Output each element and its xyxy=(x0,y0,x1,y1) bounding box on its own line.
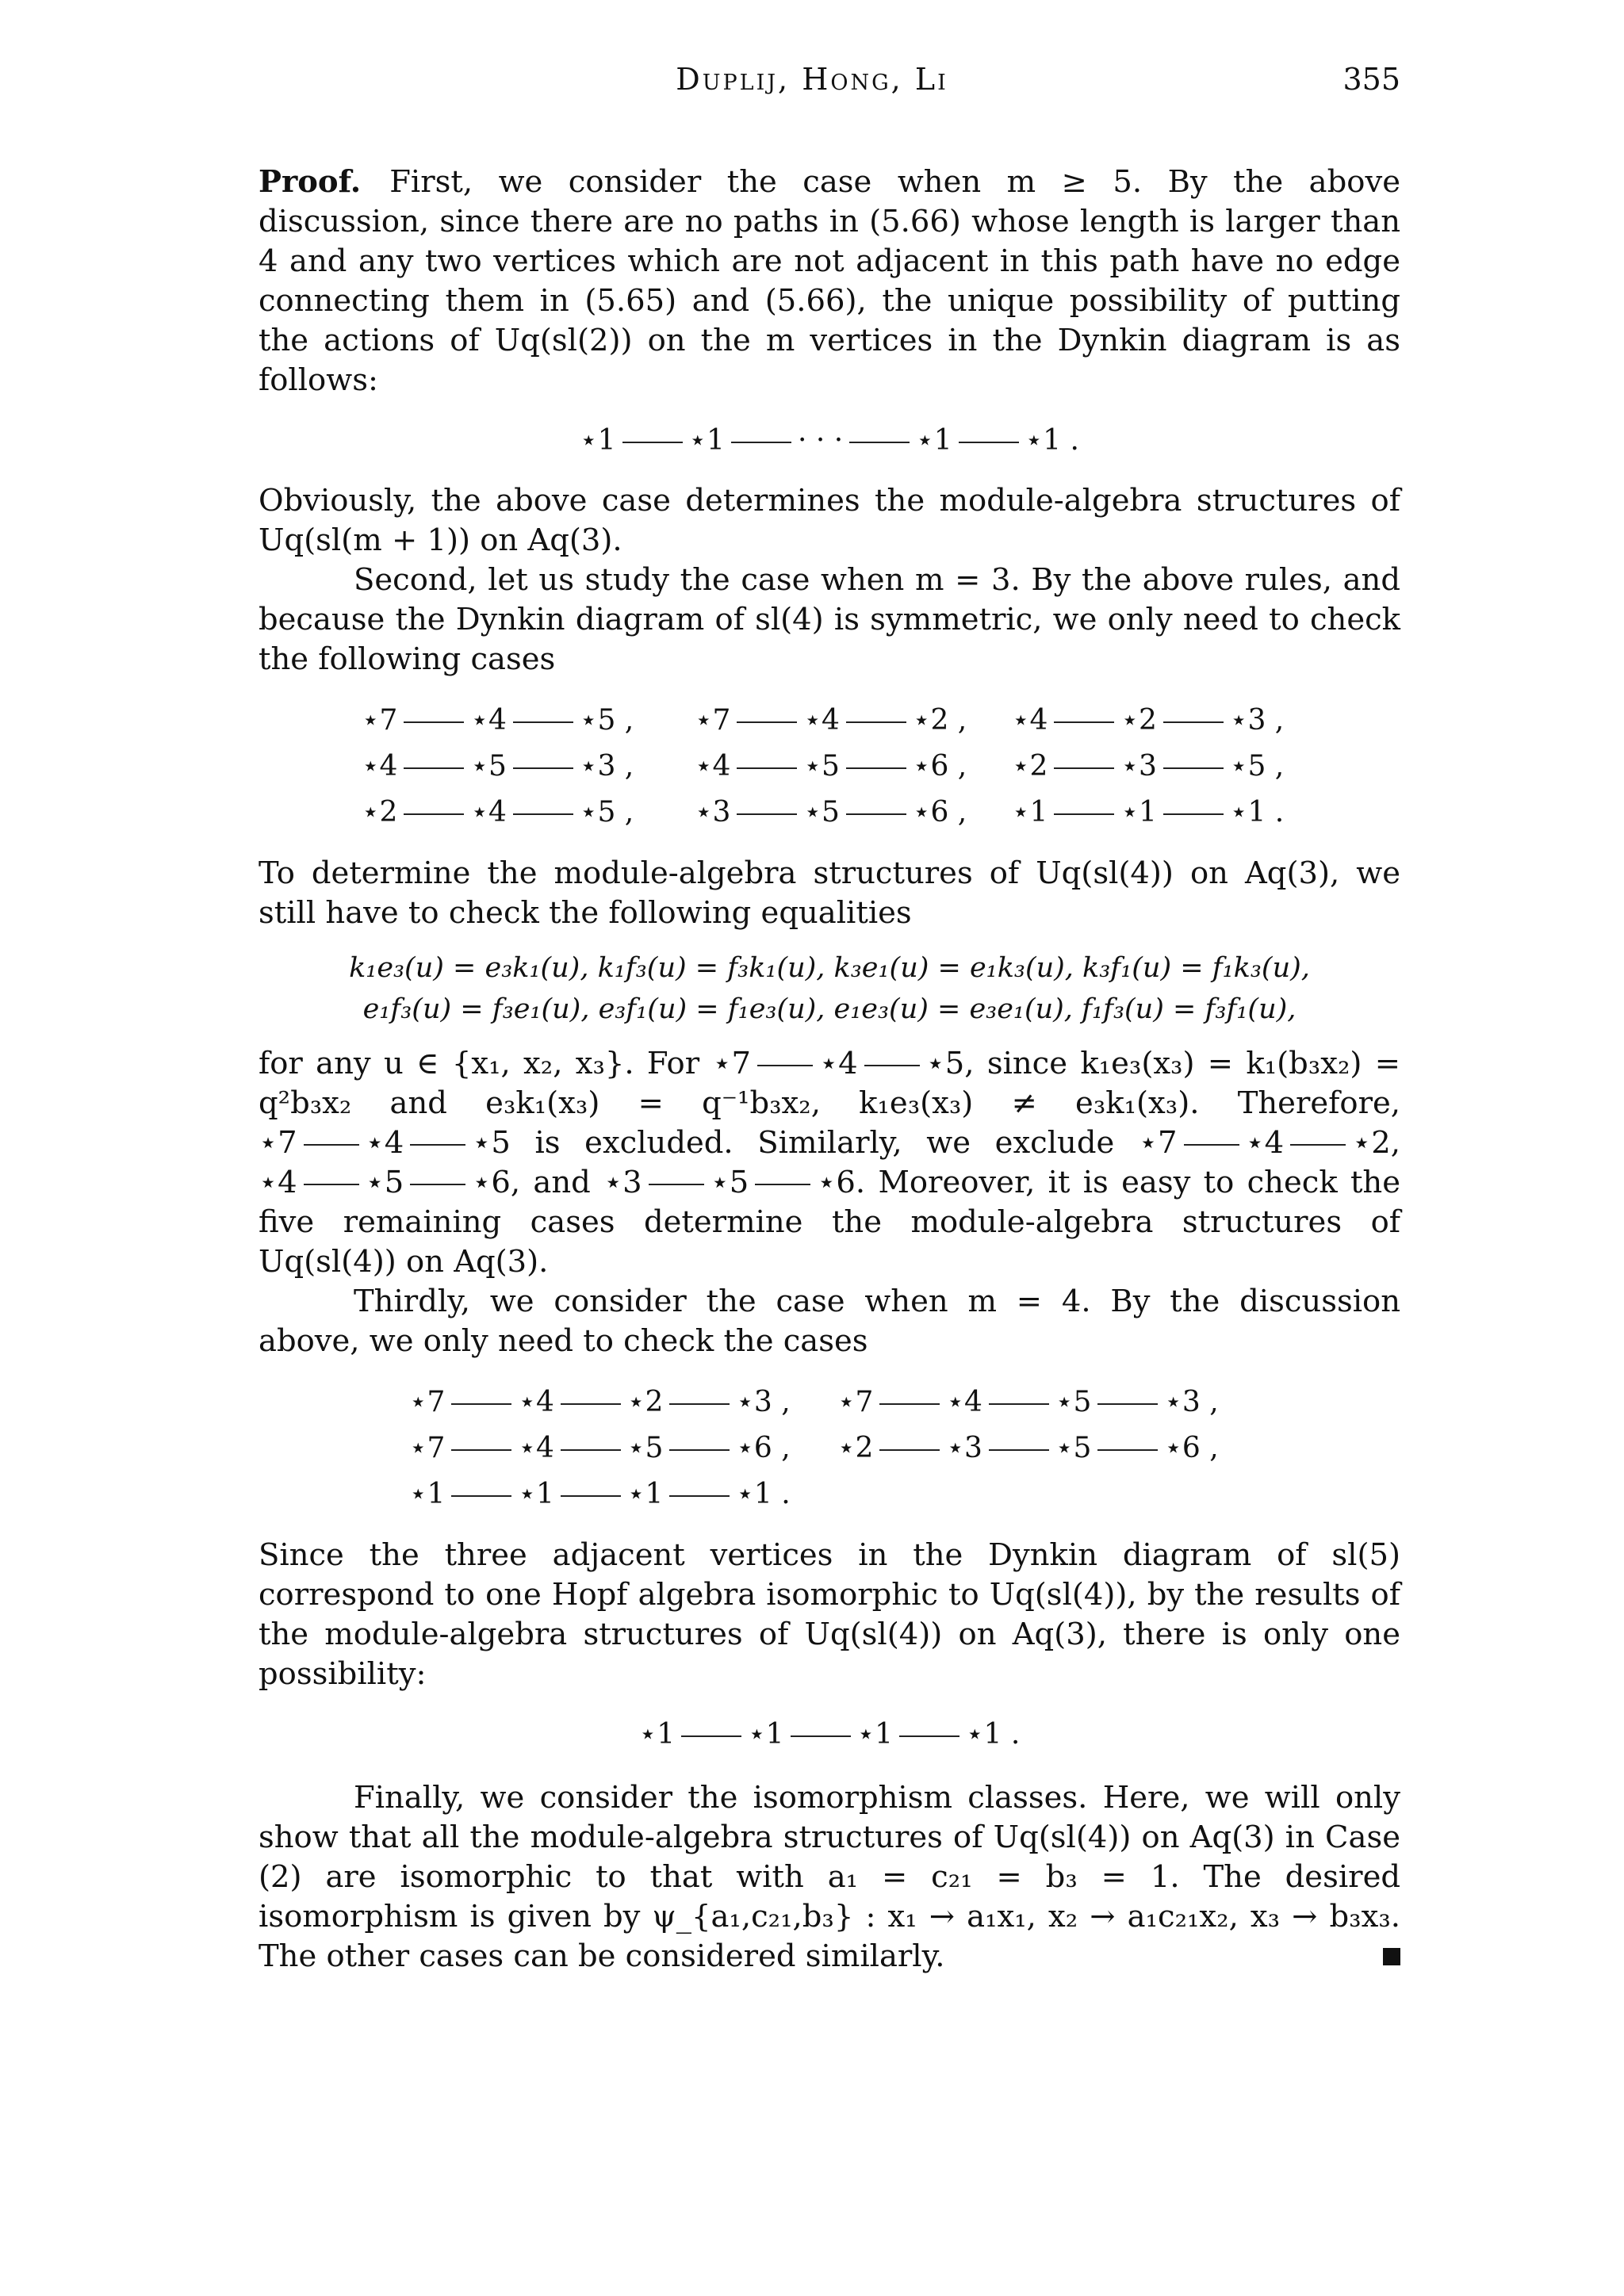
inline-chain: ⋆4 ⋆5 ⋆6 xyxy=(259,1165,511,1200)
proof-paragraph-7: Since the three adjacent vertices in the Dynkin diagram of sl(5) correspond to one Hopf algebra isomorphic to Uq(sl(4)), by the results of the module-algebra structures of Uq(sl(4)) on Aq(3), there is only one possibility: xyxy=(259,1537,1400,1692)
equality-line-2: e₁f₃(u) = f₃e₁(u), e₃f₁(u) = f₁e₃(u), e₁e₃(u) = e₃e₁(u), f₁f₃(u) = f₃f₁(u), xyxy=(362,993,1297,1025)
equality-line-1: k₁e₃(u) = e₃k₁(u), k₁f₃(u) = f₃k₁(u), k₃e₁(u) = e₁k₃(u), k₃f₁(u) = f₁k₃(u), xyxy=(349,952,1310,984)
vertex: ⋆1 xyxy=(688,424,725,457)
case-chain: ⋆4 ⋆2 ⋆3 , xyxy=(1012,704,1285,737)
dynkin-display-1 xyxy=(259,421,1400,461)
ellipsis: · · · xyxy=(797,424,844,457)
inline-chain: ⋆7 ⋆4 ⋆2 xyxy=(1138,1125,1391,1161)
inline-chain: ⋆3 ⋆5 ⋆6 xyxy=(603,1165,856,1200)
running-head: Duplij, Hong, Li xyxy=(676,62,948,97)
page-header xyxy=(0,62,1624,109)
case-chain: ⋆7 ⋆4 ⋆2 ⋆3 , xyxy=(409,1386,791,1418)
dynkin-chain-general xyxy=(580,424,1079,457)
proof-paragraph-2: Obviously, the above case determines the module-algebra structures of Uq(sl(m + 1)) on Aq(3). xyxy=(259,483,1400,558)
case-chain: ⋆3 ⋆5 ⋆6 , xyxy=(695,796,967,828)
case-chain: ⋆7 ⋆4 ⋆5 , xyxy=(362,704,634,737)
proof-paragraph-4: To determine the module-algebra structures of Uq(sl(4)) on Aq(3), we still have to check the following equalities xyxy=(259,855,1400,931)
case-chain: ⋆2 ⋆3 ⋆5 ⋆6 , xyxy=(837,1432,1219,1464)
case-chain: ⋆4 ⋆5 ⋆3 , xyxy=(362,750,634,783)
case-chain: ⋆7 ⋆4 ⋆2 , xyxy=(695,704,967,737)
proof-paragraph-1 xyxy=(259,163,1400,400)
case-chain: ⋆7 ⋆4 ⋆5 ⋆3 , xyxy=(837,1386,1219,1418)
proof-paragraph-3: Second, let us study the case when m = 3. By the above rules, and because the Dynkin diagram of sl(4) is symmetric, we only need to check the following cases xyxy=(259,562,1400,677)
case-chain: ⋆1 ⋆1 ⋆1 ⋆1 . xyxy=(409,1478,791,1510)
proof-label: Proof. xyxy=(259,164,362,200)
dynkin-display-2 xyxy=(259,1715,1400,1755)
qed-square-icon xyxy=(1383,1948,1400,1965)
edge xyxy=(849,442,910,443)
proof-paragraph-6: Thirdly, we consider the case when m = 4. By the discussion above, we only need to check the cases xyxy=(259,1284,1400,1359)
equalities-block xyxy=(259,947,1400,1030)
cases-m3-grid xyxy=(259,702,1400,832)
edge xyxy=(731,442,791,443)
vertex: ⋆1 xyxy=(916,424,952,457)
case-chain: ⋆2 ⋆3 ⋆5 , xyxy=(1012,750,1285,783)
page-number: 355 xyxy=(1342,62,1400,97)
cases-m4-grid xyxy=(259,1383,1400,1513)
vertex: ⋆1 . xyxy=(1025,424,1079,457)
edge xyxy=(622,442,683,443)
proof-paragraph-8: Finally, we consider the isomorphism classes. Here, we will only show that all the module-algebra structures of Uq(sl(4)) on Aq(3) in Case (2) are isomorphic to that with a₁ = c₂₁ = b₃ = 1. The desired isomorphism is given by ψ_{a₁,c₂₁,b₃} : x₁ → a₁x₁, x₂ → a₁c₂₁x₂, x₃ → b₃x₃. The other cases can be considered similarly. xyxy=(259,1780,1400,1974)
proof-paragraph-5: for any u ∈ {x₁, x₂, x₃}. For ⋆7 ⋆4 ⋆5, since k₁e₃(x₃) = k₁(b₃x₂) = q²b₃x₂ and e₃k₁(x₃) = q⁻¹b₃x₂, k₁e₃(x₃) ≠ e₃k₁(x₃). Therefore, ⋆7 ⋆4 ⋆5 is excluded. Similarly, we exclude ⋆7 ⋆4 ⋆2, ⋆4 ⋆5 ⋆6, and ⋆3 ⋆5 ⋆6. Moreover, it is easy to check the five remaining cases determine the module-algebra structures of Uq(sl(4)) on Aq(3). xyxy=(259,1046,1400,1280)
proof-text-1: First, we consider the case when m ≥ 5. By the above discussion, since there are no paths in (5.66) whose length is larger than 4 and any two vertices which are not adjacent in this path have no edge connecting them in (5.65) and (5.66), the unique possibility of putting the actions of Uq(sl(2)) on the m vertices in the Dynkin diagram is as follows: xyxy=(259,164,1400,398)
edge xyxy=(959,442,1019,443)
dynkin-chain-final: ⋆1 ⋆1 ⋆1 ⋆1 . xyxy=(638,1718,1021,1751)
case-chain: ⋆7 ⋆4 ⋆5 ⋆6 , xyxy=(409,1432,791,1464)
page-body xyxy=(259,163,1400,1976)
case-chain: ⋆1 ⋆1 ⋆1 . xyxy=(1012,796,1285,828)
inline-chain: ⋆7 ⋆4 ⋆5 xyxy=(259,1125,511,1161)
inline-chain: ⋆7 ⋆4 ⋆5 xyxy=(712,1046,965,1081)
case-chain: ⋆2 ⋆4 ⋆5 , xyxy=(362,796,634,828)
case-chain: ⋆4 ⋆5 ⋆6 , xyxy=(695,750,967,783)
vertex: ⋆1 xyxy=(580,424,616,457)
